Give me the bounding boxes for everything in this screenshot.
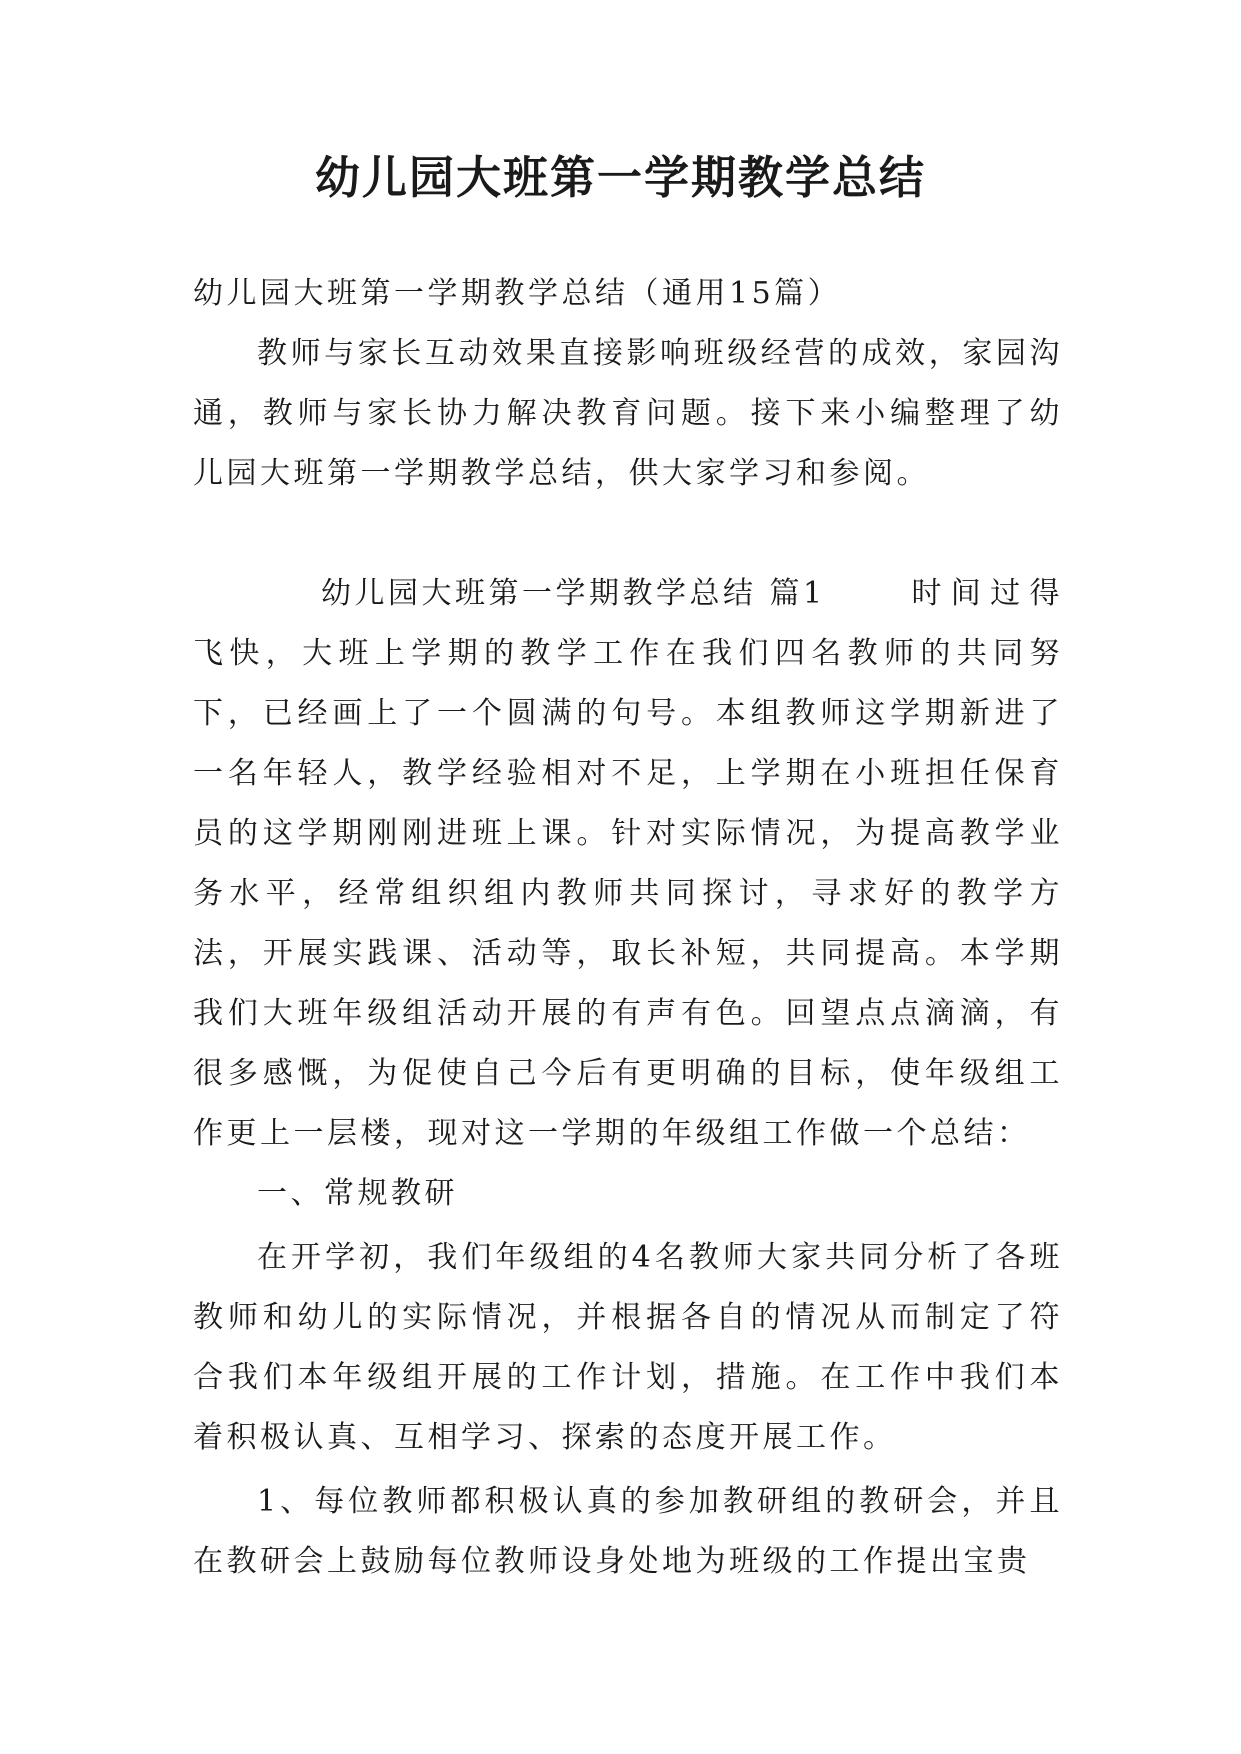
document-subtitle: 幼儿园大班第一学期教学总结（通用15篇） — [193, 276, 842, 311]
article-1-heading: 幼儿园大班第一学期教学总结 篇1 — [321, 576, 826, 611]
section-1-heading: 一、常规教研 — [257, 1176, 458, 1211]
paragraph-spacer — [193, 504, 1063, 564]
article-1-paragraph — [193, 564, 1063, 1164]
document-body — [193, 264, 1063, 1592]
section-1-item-1: 1、每位教师都积极认真的参加教研组的教研会，并且在教研会上鼓励每位教师设身处地为班级的工作提出宝贵 — [193, 1484, 1063, 1579]
section-1-paragraph: 在开学初，我们年级组的4名教师大家共同分析了各班教师和幼儿的实际情况，并根据各自的情况从而制定了符合我们本年级组开展的工作计划，措施。在工作中我们本着积极认真、互相学习、探索的态度开展工作。 — [193, 1240, 1063, 1455]
intro-paragraph: 教师与家长互动效果直接影响班级经营的成效，家园沟通，教师与家长协力解决教育问题。接下来小编整理了幼儿园大班第一学期教学总结，供大家学习和参阅。 — [193, 336, 1063, 491]
article-1-text: 时间过得飞快，大班上学期的教学工作在我们四名教师的共同努下，已经画上了一个圆满的句号。本组教师这学期新进了一名年轻人，教学经验相对不足，上学期在小班担任保育员的这学期刚刚进班上课。针对实际情况，为提高教学业务水平，经常组织组内教师共同探讨，寻求好的教学方法，开展实践课、活动等，取长补短，共同提高。本学期我们大班年级组活动开展的有声有色。回望点点滴滴，有很多感慨，为促使自己今后有更明确的目标，使年级组工作更上一层楼，现对这一学期的年级组工作做一个总结： — [193, 576, 1063, 1151]
document-title: 幼儿园大班第一学期教学总结 — [314, 151, 926, 204]
